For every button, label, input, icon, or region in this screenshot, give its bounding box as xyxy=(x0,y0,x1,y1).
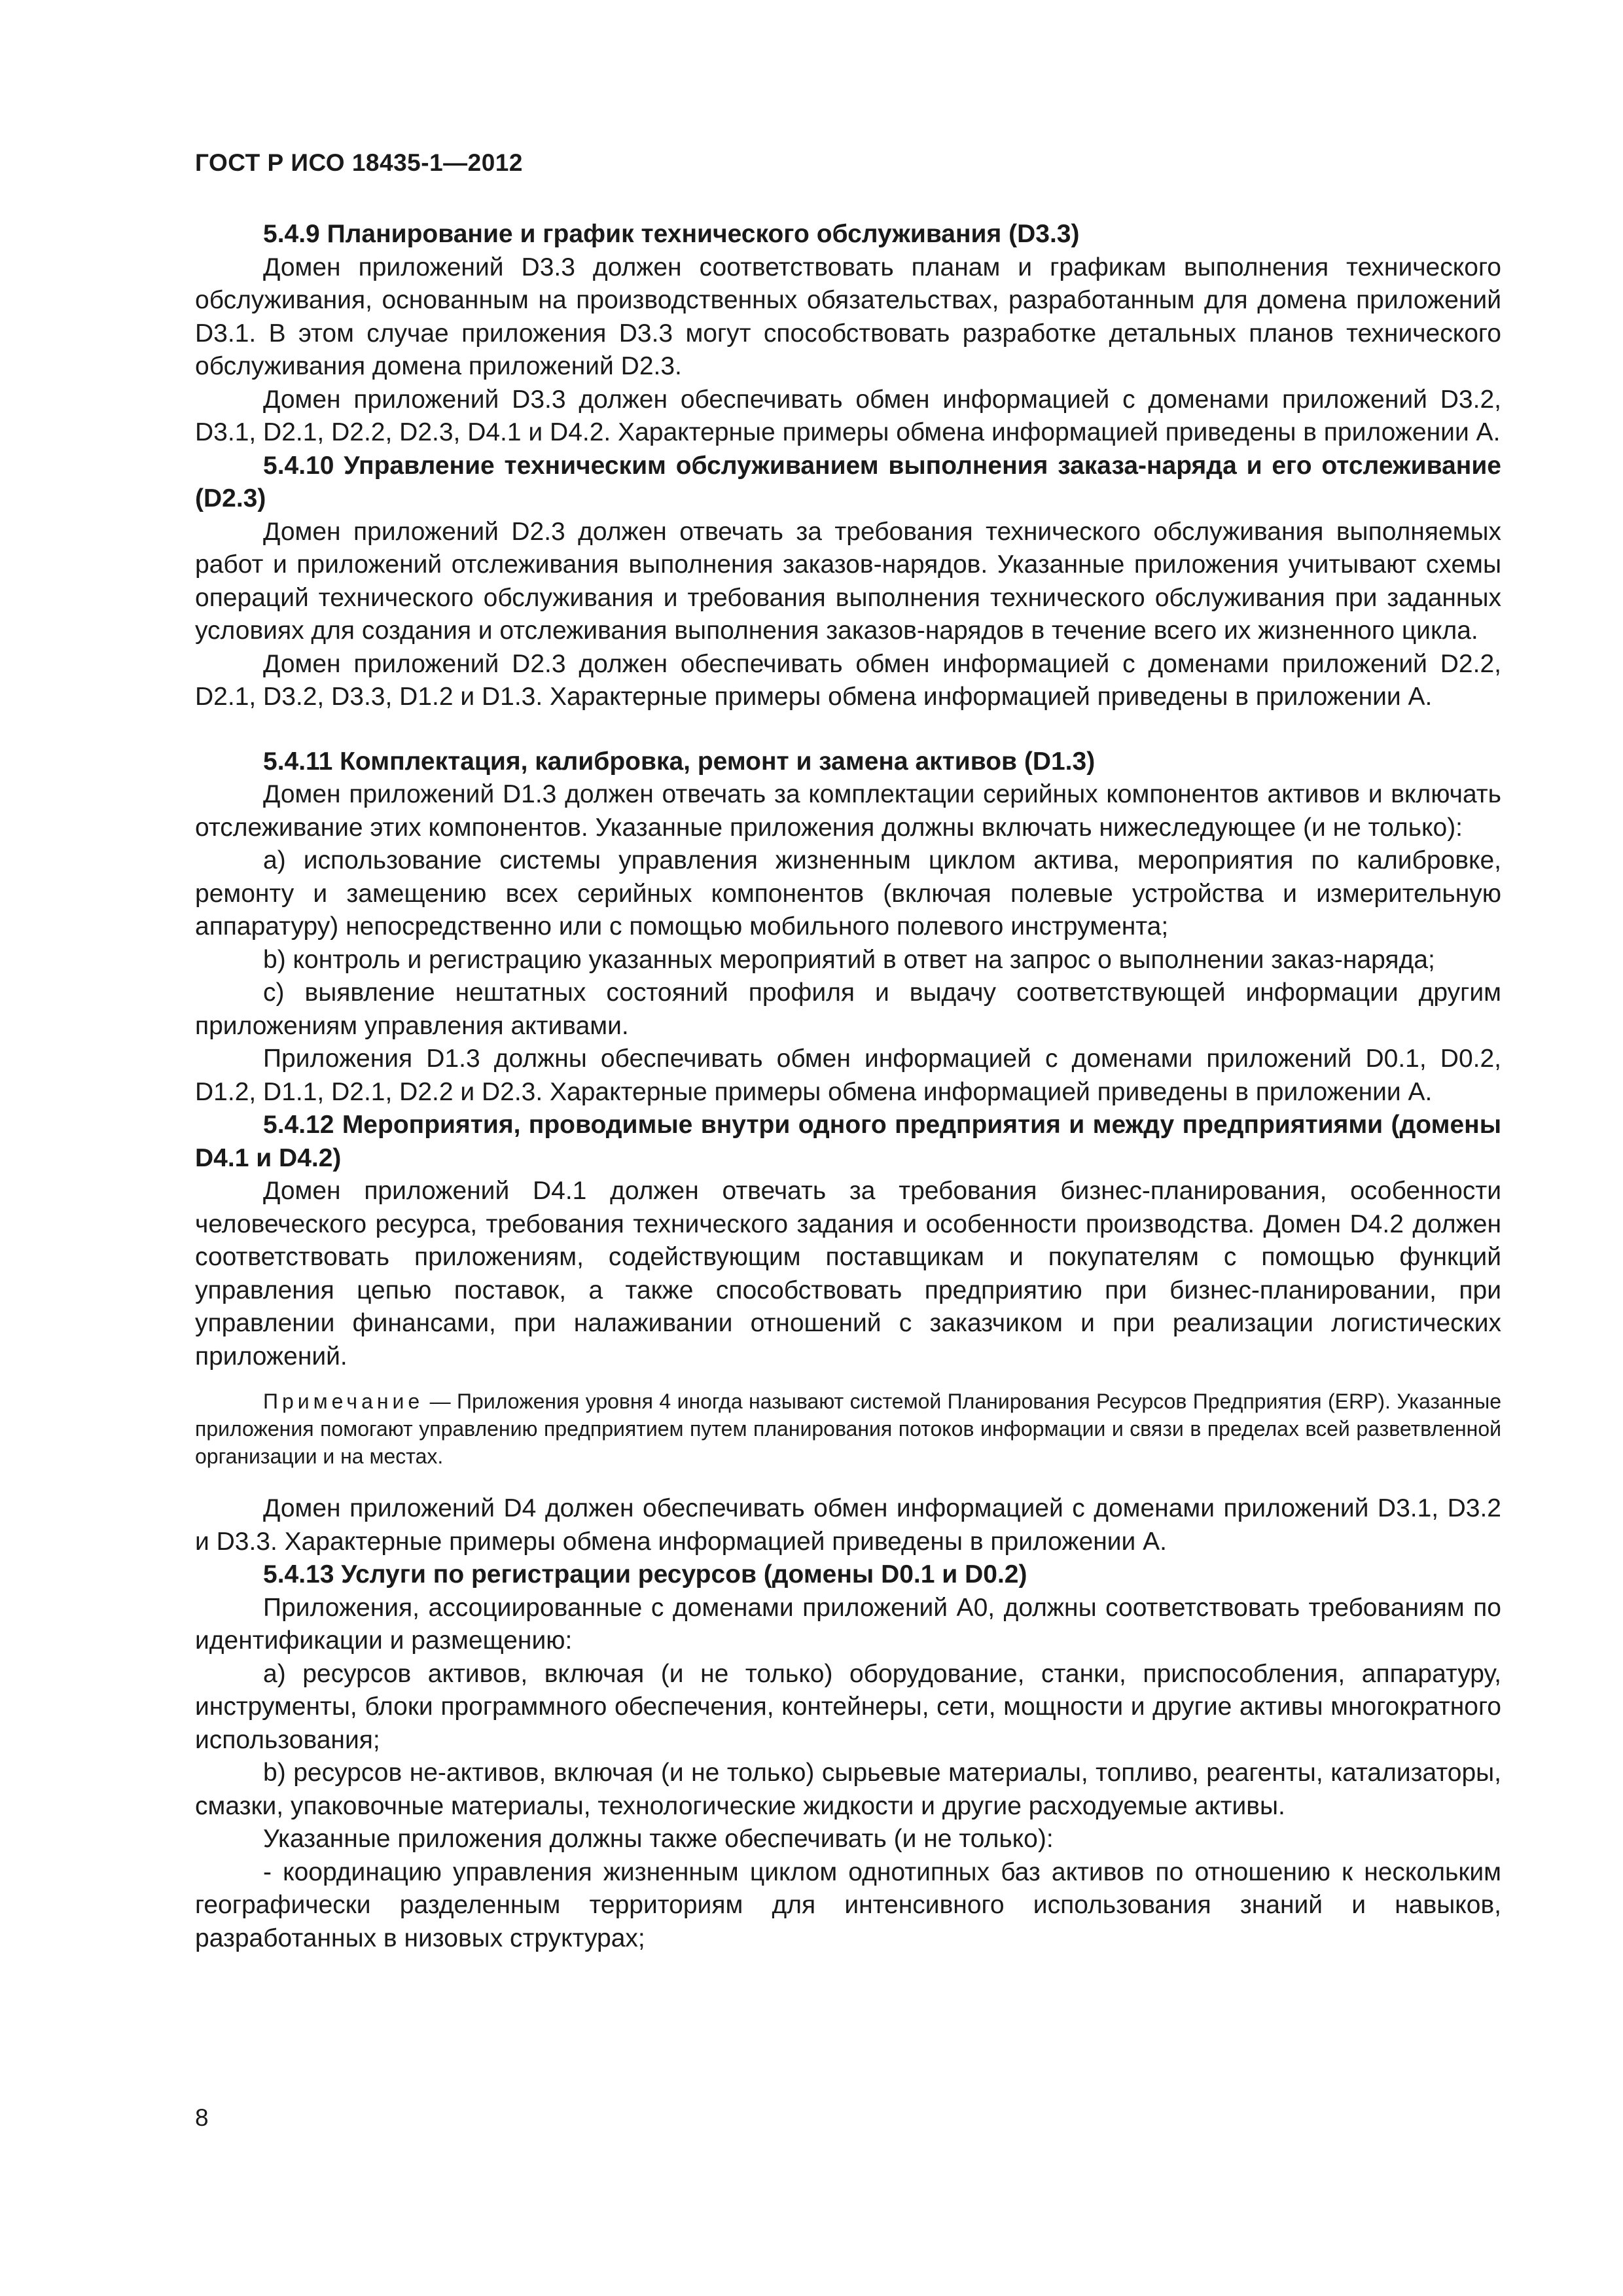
list-item: c) выявление нештатных состояний профиля и выдачу соответствующей информации другим приложениям управления активами. xyxy=(195,978,1501,1040)
list-item: b) контроль и регистрацию указанных мероприятий в ответ на запрос о выполнении заказ-наряда; xyxy=(263,945,1435,974)
list-item: a) использование системы управления жизненным циклом актива, мероприятия по калибровке, ремонту и замещению всех серийных компонентов (включая полевые устройства и измерительную аппаратуру) непосредственно или с помощью мобильного полевого инструмента; xyxy=(195,846,1501,941)
paragraph: Приложения D1.3 должны обеспечивать обмен информацией с доменами приложений D0.1, D0.2, D1.2, D1.1, D2.1, D2.2 и D2.3. Характерные примеры обмена информацией приведены в приложении А. xyxy=(195,1045,1501,1106)
section-heading: 5.4.10 Управление техническим обслуживанием выполнения заказа-наряда и его отслеживание (D2.3) xyxy=(195,451,1501,512)
list-item: b) ресурсов не-активов, включая (и не только) сырьевые материалы, топливо, реагенты, катализаторы, смазки, упаковочные материалы, технологические жидкости и другие расходуемые активы. xyxy=(195,1759,1501,1820)
note xyxy=(195,1388,1501,1470)
paragraph: Домен приложений D2.3 должен обеспечивать обмен информацией с доменами приложений D2.2, D2.1, D3.2, D3.3, D1.2 и D1.3. Характерные примеры обмена информацией приведены в приложении А. xyxy=(195,649,1501,711)
paragraph: Приложения, ассоциированные с доменами приложений A0, должны соответствовать требованиям по идентификации и размещению: xyxy=(195,1593,1501,1655)
section-heading: 5.4.13 Услуги по регистрации ресурсов (домены D0.1 и D0.2) xyxy=(263,1560,1027,1588)
paragraph: Домен приложений D4.1 должен отвечать за требования бизнес-планирования, особенности человеческого ресурса, требования технического задания и особенности производства. Домен D4.2 должен соответствовать приложениям, содействующим поставщикам и покупателям с помощью функций управления цепью поставок, а также способствовать предприятию при бизнес-планировании, при управлении финансами, при налаживании отношений с заказчиком и при реализации логистических приложений. xyxy=(195,1177,1501,1371)
paragraph: Домен приложений D3.3 должен соответствовать планам и графикам выполнения технического обслуживания, основанным на производственных обязательствах, разработанным для домена приложений D3.1. В этом случае приложения D3.3 могут способствовать разработке детальных планов технического обслуживания домена приложений D2.3. xyxy=(195,253,1501,380)
paragraph: Домен приложений D2.3 должен отвечать за требования технического обслуживания выполняемых работ и приложений отслеживания выполнения заказов-нарядов. Указанные приложения учитывают схемы операций технического обслуживания и требования выполнения технического обслуживания при заданных условиях для создания и отслеживания выполнения заказов-нарядов в течение всего их жизненного цикла. xyxy=(195,517,1501,645)
paragraph: Указанные приложения должны также обеспечивать (и не только): xyxy=(263,1825,1054,1853)
document-body xyxy=(195,218,1501,1955)
list-item: - координацию управления жизненным циклом однотипных баз активов по отношению к нескольким географически разделенным территориям для интенсивного использования знаний и навыков, разработанных в низовых структурах; xyxy=(195,1857,1501,1952)
paragraph: Домен приложений D1.3 должен отвечать за комплектации серийных компонентов активов и включать отслеживание этих компонентов. Указанные приложения должны включать нижеследующее (и не только): xyxy=(195,780,1501,842)
section-heading: 5.4.11 Комплектация, калибровка, ремонт и замена активов (D1.3) xyxy=(263,747,1096,776)
section-heading: 5.4.9 Планирование и график технического обслуживания (D3.3) xyxy=(263,220,1080,248)
page-number: 8 xyxy=(195,2104,209,2131)
note-label: Примечание xyxy=(263,1390,424,1413)
list-item: a) ресурсов активов, включая (и не только) оборудование, станки, приспособления, аппаратуру, инструменты, блоки программного обеспечения, контейнеры, сети, мощности и другие активы многократного использования; xyxy=(195,1659,1501,1754)
section-heading: 5.4.12 Мероприятия, проводимые внутри одного предприятия и между предприятиями (домены D4.1 и D4.2) xyxy=(195,1111,1501,1172)
paragraph: Домен приложений D4 должен обеспечивать обмен информацией с доменами приложений D3.1, D3.2 и D3.3. Характерные примеры обмена информацией приведены в приложении А. xyxy=(195,1494,1501,1556)
paragraph: Домен приложений D3.3 должен обеспечивать обмен информацией с доменами приложений D3.2, D3.1, D2.1, D2.2, D2.3, D4.1 и D4.2. Характерные примеры обмена информацией приведены в приложении А. xyxy=(195,385,1501,446)
note-text: — Приложения уровня 4 иногда называют системой Планирования Ресурсов Предприятия (ERP). Указанные приложения помогают управлению предприятием путем планирования потоков информации и связи в пределах всей разветвленной организации и на местах. xyxy=(195,1390,1502,1468)
document-header: ГОСТ Р ИСО 18435-1—2012 xyxy=(195,149,523,176)
